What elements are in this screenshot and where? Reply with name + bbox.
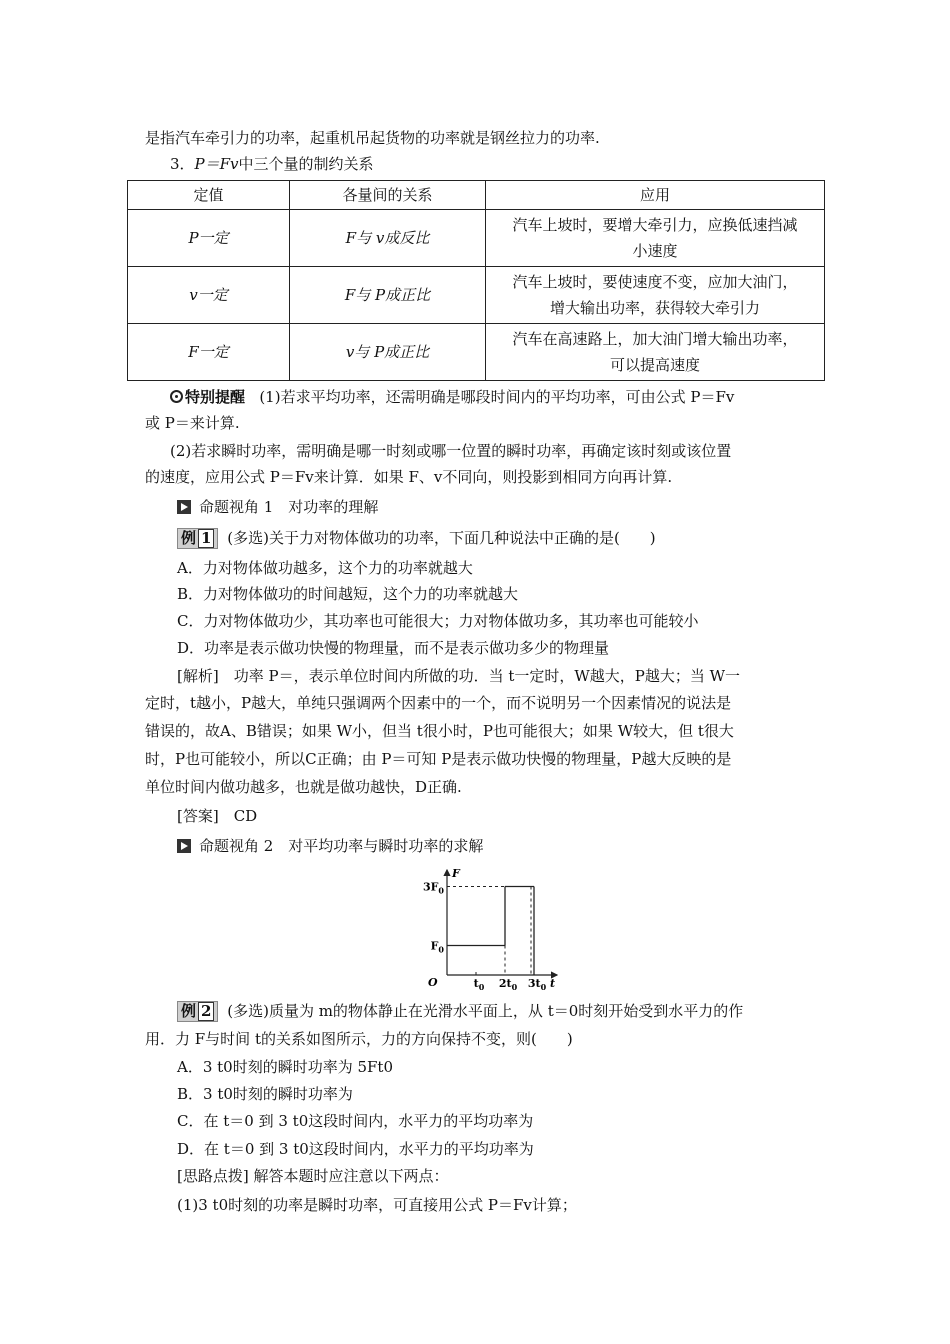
application-line: 汽车上坡时，要使速度不变，应加大油门， [512,273,798,291]
option-a: A．3 t0时刻的瞬时功率为 5Ft0 [177,1058,394,1076]
relation-table [127,180,825,381]
section3-formula: P＝Fv [194,155,239,173]
table-cell-application [486,324,825,381]
example1-stem [177,528,656,549]
angle2-heading [177,836,483,856]
example-tag [177,528,218,549]
answer-line: [答案] CD [177,807,258,825]
analysis-line: [解析] 功率 P＝，表示单位时间内所做的功．当 t一定时，W越大，P越大；当 W一 [177,667,741,685]
application-line: 增大输出功率，获得较大牵引力 [549,299,760,317]
example-tag-label: 例 [181,529,197,547]
hint-point-1: (1)3 t0时刻的功率是瞬时功率，可直接用公式 P＝Fv计算； [177,1196,577,1214]
intro-line: 是指汽车牵引力的功率，起重机吊起货物的功率就是钢丝拉力的功率. [145,129,600,147]
analysis-line: 错误的，故A、B错误；如果 W小，但当 t很小时，P也可能很大；如果 W较大，但 t很大 [145,722,734,740]
table-row [128,267,825,324]
application-line: 汽车在高速路上，加大油门增大输出功率， [512,330,798,348]
table-cell-relation: F与 P成正比 [290,267,486,324]
table-row [128,210,825,267]
angle1-title: 命题视角 1 对功率的理解 [199,498,379,516]
example-tag-label: 例 [181,1002,197,1020]
example1-stem-text: (多选)关于力对物体做功的功率，下面几种说法中正确的是( ) [227,529,656,547]
example2-stem-cont: 用．力 F与时间 t的关系如图所示，力的方向保持不变，则( ) [145,1030,573,1048]
option-c: C．在 t＝0 到 3 t0这段时间内，水平力的平均功率为 [177,1112,534,1130]
tip-paragraph-1-cont: 或 P＝来计算. [145,414,240,432]
option-b: B．力对物体做功的时间越短，这个力的功率就越大 [177,585,519,603]
angle1-heading [177,497,378,517]
tip-text: (1)若求平均功率，还需明确是哪段时间内的平均功率，可由公式 P＝Fv [259,388,735,406]
hint-line: [思路点拨] 解答本题时应注意以下两点： [177,1167,449,1185]
table-cell-fixed: P一定 [128,210,290,267]
tip-label: 特别提醒 [185,388,246,406]
example-number: 2 [198,1002,214,1021]
example-tag [177,1001,218,1022]
y-tick-label: $F_0$ [430,939,444,955]
play-triangle-icon [177,839,191,853]
table-header-cell: 应用 [486,181,825,210]
table-cell-fixed: v一定 [128,267,290,324]
example2-stem [177,1001,743,1022]
table-cell-relation: v与 P成正比 [290,324,486,381]
option-a: A．力对物体做功越多，这个力的功率就越大 [177,559,473,577]
y-tick-label: $3F_0$ [422,880,444,896]
section3-number: 3． [170,155,195,173]
table-cell-relation: F与 v成反比 [290,210,486,267]
application-line: 可以提高速度 [609,356,700,374]
tip-paragraph-1 [170,387,734,407]
analysis-line: 定时，t越小，P越大，单纯只强调两个因素中的一个，而不说明另一个因素情况的说法是 [145,694,732,712]
table-header-row [128,181,825,210]
table-row [128,324,825,381]
force-time-graph [420,862,570,992]
table-cell-application [486,267,825,324]
angle2-title: 命题视角 2 对平均功率与瞬时功率的求解 [199,837,484,855]
tip-paragraph-2: (2)若求瞬时功率，需明确是哪一时刻或哪一位置的瞬时功率，再确定该时刻或该位置 [170,442,732,460]
y-axis-label: F [452,867,460,880]
tip-target-icon [170,390,183,403]
x-axis-label: t [550,977,556,990]
analysis-line: 时，P也可能较小，所以C正确；由 P＝可知 P是表示做功快慢的物理量，P越大反映的是 [145,750,732,768]
application-line: 小速度 [632,242,678,260]
option-d: D．功率是表示做功快慢的物理量，而不是表示做功多少的物理量 [177,639,610,657]
section3-heading [170,154,374,174]
x-tick-label: $t_0$ [473,977,485,992]
x-tick-label: $3t_0$ [527,977,547,992]
tip-paragraph-2-cont: 的速度，应用公式 P＝Fv来计算．如果 F、v不同向，则投影到相同方向再计算. [145,468,673,486]
option-b: B．3 t0时刻的瞬时功率为 [177,1085,353,1103]
table-header-cell: 各量间的关系 [290,181,486,210]
example-number: 1 [198,529,214,548]
x-tick-label: $2t_0$ [498,977,518,992]
origin-label: O [428,976,438,989]
application-line: 汽车上坡时，要增大牵引力，应换低速挡减 [512,216,798,234]
option-d: D．在 t＝0 到 3 t0这段时间内，水平力的平均功率为 [177,1140,534,1158]
analysis-line: 单位时间内做功越多，也就是做功越快，D正确. [145,778,462,796]
section3-title: 中三个量的制约关系 [238,155,374,173]
table-cell-application [486,210,825,267]
play-triangle-icon [177,500,191,514]
option-c: C．力对物体做功少，其功率也可能很大；力对物体做功多，其功率也可能较小 [177,612,699,630]
table-cell-fixed: F一定 [128,324,290,381]
example2-stem-text: (多选)质量为 m的物体静止在光滑水平面上，从 t＝0时刻开始受到水平力的作 [227,1002,744,1020]
table-header-cell: 定值 [128,181,290,210]
